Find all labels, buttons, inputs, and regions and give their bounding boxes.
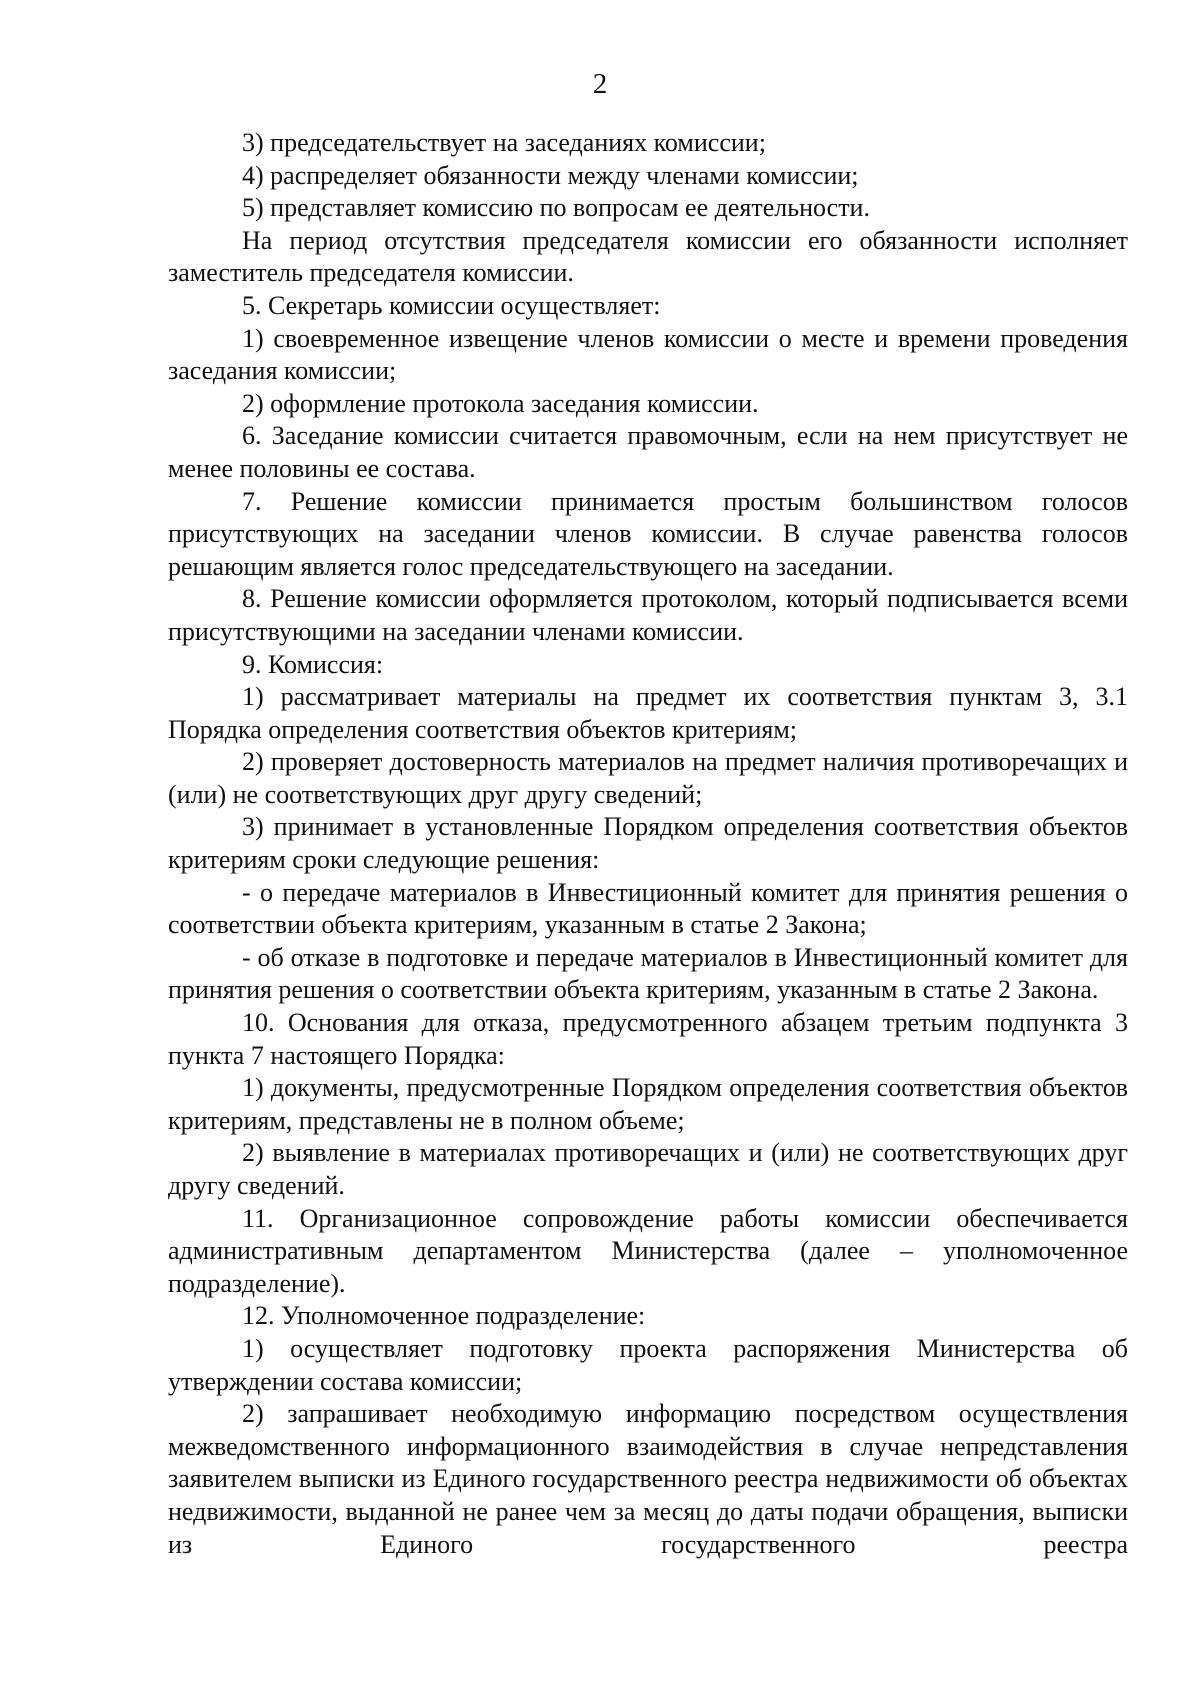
paragraph-5-represents: 5) представляет комиссию по вопросам ее деятельности. — [242, 193, 870, 223]
paragraph-section-9: 9. Комиссия: — [242, 649, 384, 679]
paragraph-12-1: 1) осуществляет подготовку проекта распоряжения Министерства об утверждении состава комиссии; — [168, 1333, 1128, 1396]
paragraph-5-2: 2) оформление протокола заседания комиссии. — [242, 388, 759, 418]
paragraph-section-12: 12. Уполномоченное подразделение: — [242, 1301, 646, 1331]
paragraph-section-10: 10. Основания для отказа, предусмотренного абзацем третьим подпункта 3 пункта 7 настоящего Порядка: — [168, 1008, 1128, 1070]
paragraph-9-3: 3) принимает в установленные Порядком определения соответствия объектов критериям сроки следующие решения: — [168, 812, 1128, 875]
paragraph-5-1: 1) своевременное извещение членов комиссии о месте и времени проведения заседания комиссии; — [168, 323, 1128, 386]
paragraph-10-1: 1) документы, предусмотренные Порядком определения соответствия объектов критериям, представлены не в полном объеме; — [168, 1073, 1128, 1135]
paragraph-section-6: 6. Заседание комиссии считается правомочным, если на нем присутствует не менее половины ее состава. — [168, 421, 1128, 483]
paragraph-10-2: 2) выявление в материалах противоречащих и (или) не соответствующих друг другу сведений. — [168, 1138, 1128, 1200]
paragraph-9-3-refusal: - об отказе в подготовке и передаче материалов в Инвестиционный комитет для принятия решения о соответствии объекта критериям, указанным в статье 2 Закона. — [168, 942, 1128, 1005]
page-number: 2 — [592, 68, 608, 100]
paragraph-section-11: 11. Организационное сопровождение работы комиссии обеспечивается административным департаментом Министерства (далее – уполномоченное подразделение). — [168, 1203, 1128, 1298]
document-body — [168, 127, 1128, 1561]
paragraph-9-1: 1) рассматривает материалы на предмет их соответствия пунктам 3, 3.1 Порядка определения соответствия объектов критериям; — [168, 682, 1128, 744]
paragraph-12-2: 2) запрашивает необходимую информацию посредством осуществления межведомственного информационного взаимодействия в случае непредставления заявителем выписки из Единого государственного реестра недвижимости об объектах недвижимости, выданной не ранее чем за месяц до даты подачи обращения, выписки из Единого государственного реестра — [168, 1399, 1128, 1559]
paragraph-9-3-transfer: - о передаче материалов в Инвестиционный комитет для принятия решения о соответствии объекта критериям, указанным в статье 2 Закона; — [168, 877, 1128, 940]
paragraph-deputy: На период отсутствия председателя комиссии его обязанности исполняет заместитель председателя комиссии. — [168, 225, 1128, 288]
paragraph-section-8: 8. Решение комиссии оформляется протоколом, который подписывается всеми присутствующими на заседании членами комиссии. — [168, 584, 1128, 646]
paragraph-4-distributes: 4) распределяет обязанности между членами комиссии; — [242, 160, 859, 190]
paragraph-section-7: 7. Решение комиссии принимается простым большинством голосов присутствующих на заседании членов комиссии. В случае равенства голосов решающим является голос председательствующего на заседании. — [168, 486, 1128, 581]
paragraph-section-5: 5. Секретарь комиссии осуществляет: — [242, 290, 661, 320]
paragraph-3-chairs: 3) председательствует на заседаниях комиссии; — [242, 128, 766, 157]
paragraph-9-2: 2) проверяет достоверность материалов на предмет наличия противоречащих и (или) не соответствующих друг другу сведений; — [168, 747, 1128, 809]
